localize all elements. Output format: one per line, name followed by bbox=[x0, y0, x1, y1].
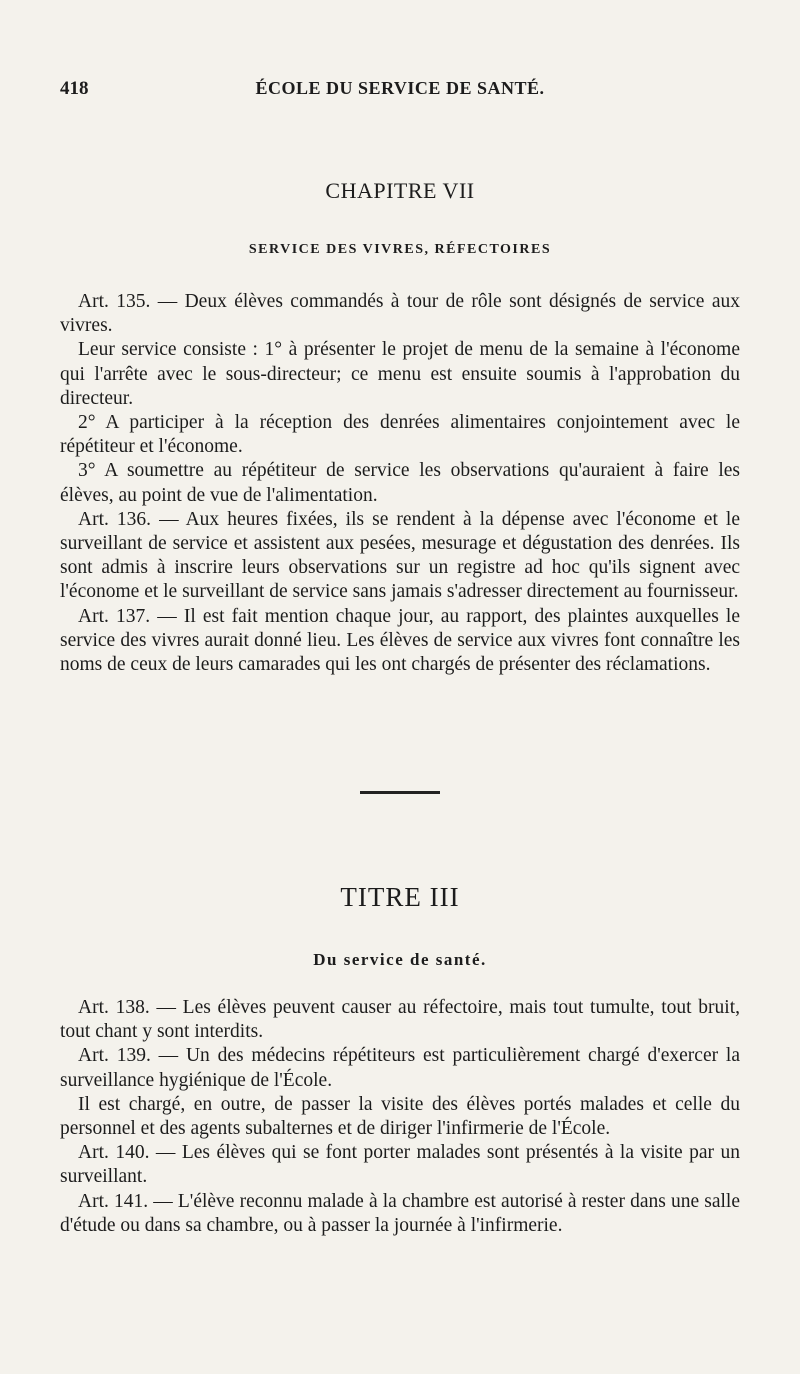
paragraph-art-138: Art. 138. — Les élèves peuvent causer au réfectoire, mais tout tumulte, tout bruit, tout chant y sont interdits. bbox=[60, 997, 740, 1043]
paragraph-art-136: Art. 136. — Aux heures fixées, ils se rendent à la dépense avec l'économe et le surveillant de service et assistent aux pesées, mesurage et dégustation des denrées. Ils sont admis à inscrire leurs observations sur un registre ad hoc qu'ils signent avec l'économe et le surveillant de service sans jamais s'adresser directement au fournisseur. bbox=[60, 508, 740, 603]
paragraph-art-135: Art. 135. — Deux élèves commandés à tour de rôle sont désignés de service aux vivres. bbox=[60, 291, 740, 337]
section-divider bbox=[360, 791, 440, 794]
chapter-title: CHAPITRE VII bbox=[325, 178, 475, 203]
paragraph: Il est chargé, en outre, de passer la visite des élèves portés malades et celle du personnel et des agents subalternes et de diriger l'infirmerie de l'École. bbox=[60, 1093, 740, 1140]
part-body bbox=[60, 996, 740, 1238]
paragraph-art-139: Art. 139. — Un des médecins répétiteurs est particulièrement chargé d'exercer la surveillance hygiénique de l'École. bbox=[60, 1045, 740, 1091]
paragraph: Leur service consiste : 1° à présenter le projet de menu de la semaine à l'économe qui l'arrête avec le sous-directeur; ce menu est ensuite soumis à l'approbation du directeur. bbox=[60, 339, 740, 409]
paragraph-art-140: Art. 140. — Les élèves qui se font porter malades sont présentés à la visite par un surveillant. bbox=[60, 1142, 740, 1188]
paragraph: 3° A soumettre au répétiteur de service les observations qu'auraient à faire les élèves, au point de vue de l'alimentation. bbox=[60, 460, 740, 506]
chapter-body bbox=[60, 290, 740, 677]
paragraph: 2° A participer à la réception des denrées alimentaires conjointement avec le répétiteur et l'économe. bbox=[60, 412, 740, 458]
chapter-subtitle: SERVICE DES VIVRES, RÉFECTOIRES bbox=[248, 242, 552, 257]
paragraph-art-137: Art. 137. — Il est fait mention chaque jour, au rapport, des plaintes auxquelles le service des vivres aurait donné lieu. Les élèves de service aux vivres font connaître les noms de ceux de leurs camarades qui les ont chargés de présenter des réclamations. bbox=[60, 605, 740, 676]
paragraph-art-141: Art. 141. — L'élève reconnu malade à la chambre est autorisé à rester dans une salle d'étude ou dans sa chambre, ou à passer la journée à l'infirmerie. bbox=[60, 1190, 740, 1236]
running-title: ÉCOLE DU SERVICE DE SANTÉ. bbox=[255, 78, 545, 98]
part-subtitle: Du service de santé. bbox=[313, 950, 487, 969]
part-title: TITRE III bbox=[340, 882, 460, 912]
page-number: 418 bbox=[60, 78, 89, 99]
running-head bbox=[60, 78, 740, 102]
